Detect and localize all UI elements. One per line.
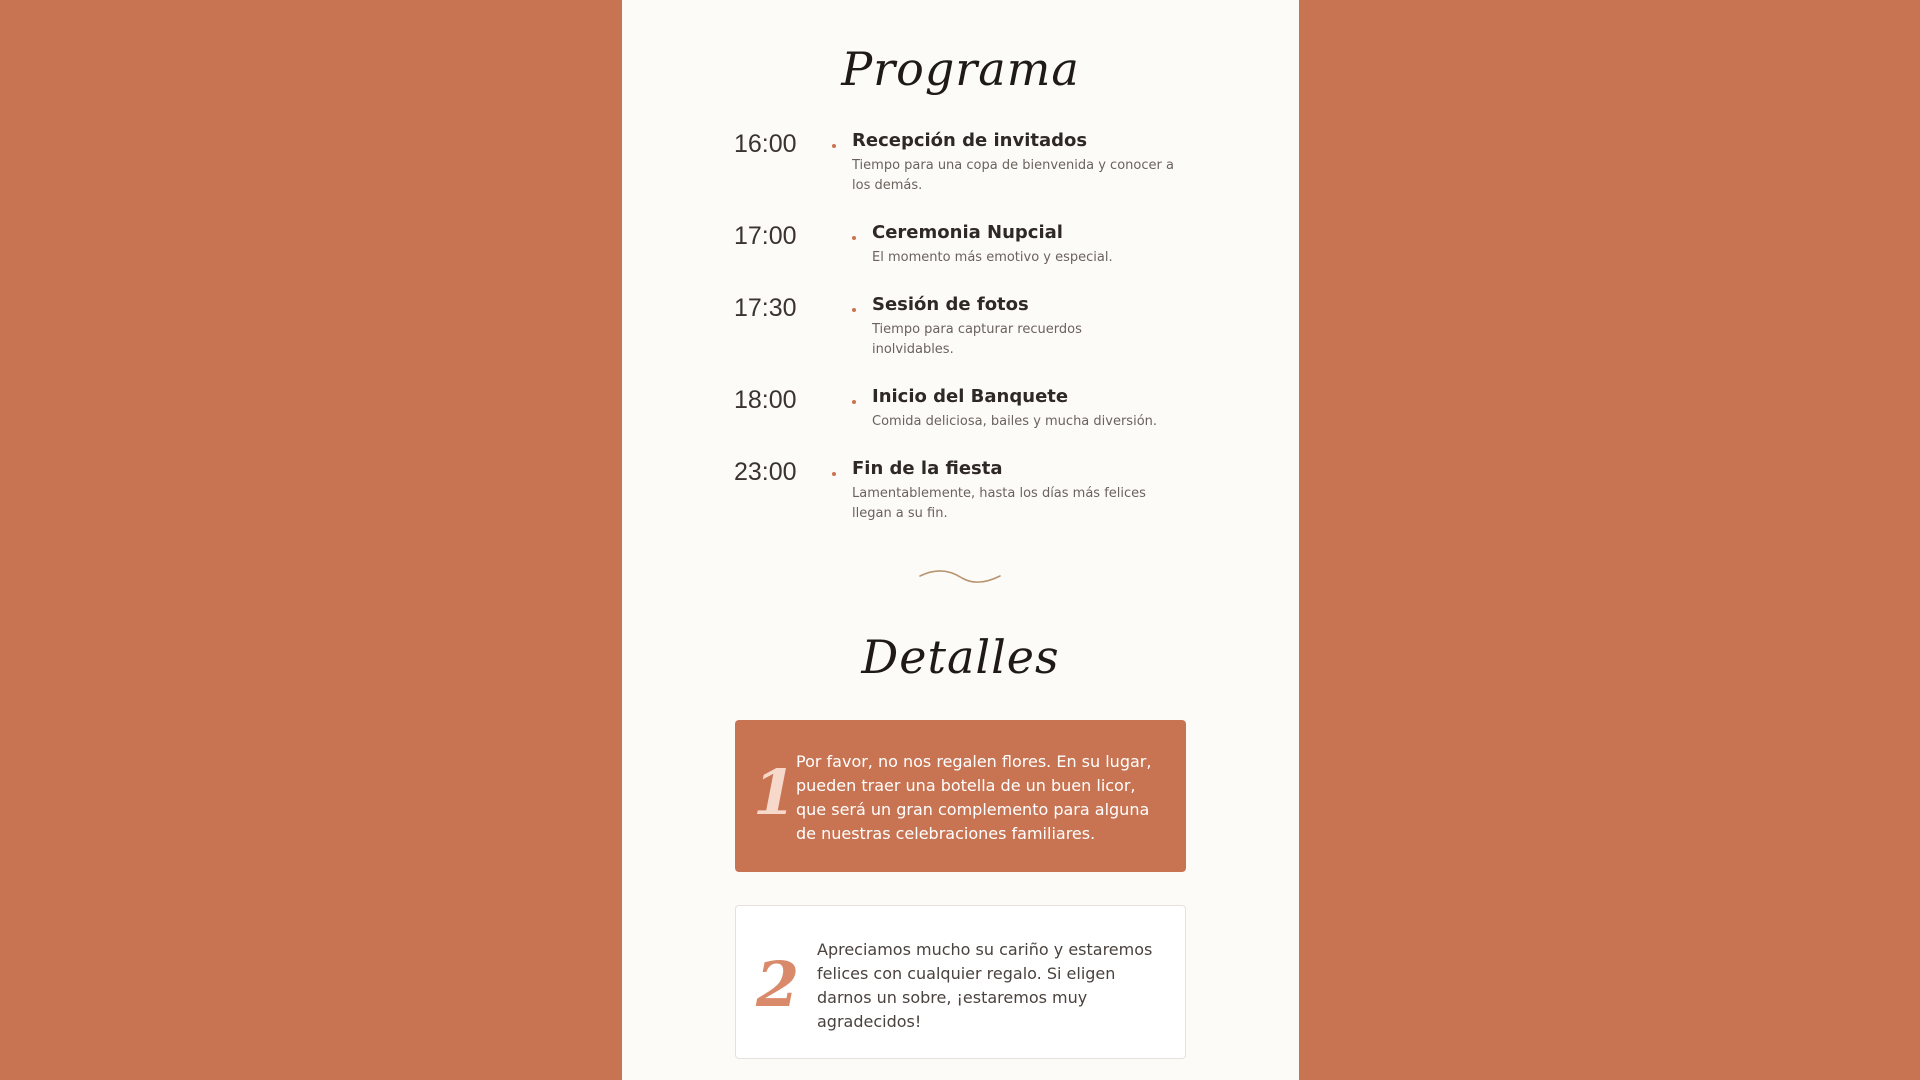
schedule-event-title: Fin de la fiesta (852, 458, 1003, 479)
schedule-time: 17:00 (734, 222, 797, 250)
schedule-event-desc: Comida deliciosa, bailes y mucha diversión. (872, 414, 1158, 429)
card-number: 2 (756, 948, 800, 1021)
detail-card-1 (735, 720, 1186, 872)
bullet-dot-icon (832, 472, 836, 476)
invitation-page (622, 0, 1299, 1080)
schedule-event-desc: El momento más emotivo y especial. (872, 250, 1113, 265)
programa-title: Programa (841, 42, 1080, 96)
card-text: Apreciamos mucho su cariño y estaremos felices con cualquier regalo. Si eligen darnos un sobre, ¡estaremos muy agradecidos! (817, 940, 1153, 1031)
schedule-event-desc: Tiempo para capturar recuerdos inolvidables. (872, 322, 1082, 357)
bullet-dot-icon (832, 144, 836, 148)
schedule-event-title: Ceremonia Nupcial (872, 222, 1063, 243)
card-number: 1 (753, 756, 797, 829)
schedule-time: 16:00 (734, 130, 797, 158)
card-text: Por favor, no nos regalen flores. En su lugar, pueden traer una botella de un buen licor, que será un gran complemento para alguna de nuestras celebraciones familiares. (796, 752, 1152, 843)
schedule-event-desc: Lamentablemente, hasta los días más felices llegan a su fin. (852, 486, 1146, 521)
schedule-event-desc: Tiempo para una copa de bienvenida y conocer a los demás. (852, 158, 1174, 193)
schedule-time: 18:00 (734, 386, 797, 414)
wave-divider-icon (918, 566, 1002, 588)
bullet-dot-icon (852, 236, 856, 240)
detail-card-2 (735, 905, 1186, 1059)
detalles-title: Detalles (861, 630, 1060, 684)
bullet-dot-icon (852, 308, 856, 312)
schedule-event-title: Recepción de invitados (852, 130, 1088, 151)
schedule-event-title: Sesión de fotos (872, 294, 1029, 315)
schedule-event-title: Inicio del Banquete (872, 386, 1069, 407)
bullet-dot-icon (852, 400, 856, 404)
schedule-time: 23:00 (734, 458, 797, 486)
schedule-time: 17:30 (734, 294, 797, 322)
